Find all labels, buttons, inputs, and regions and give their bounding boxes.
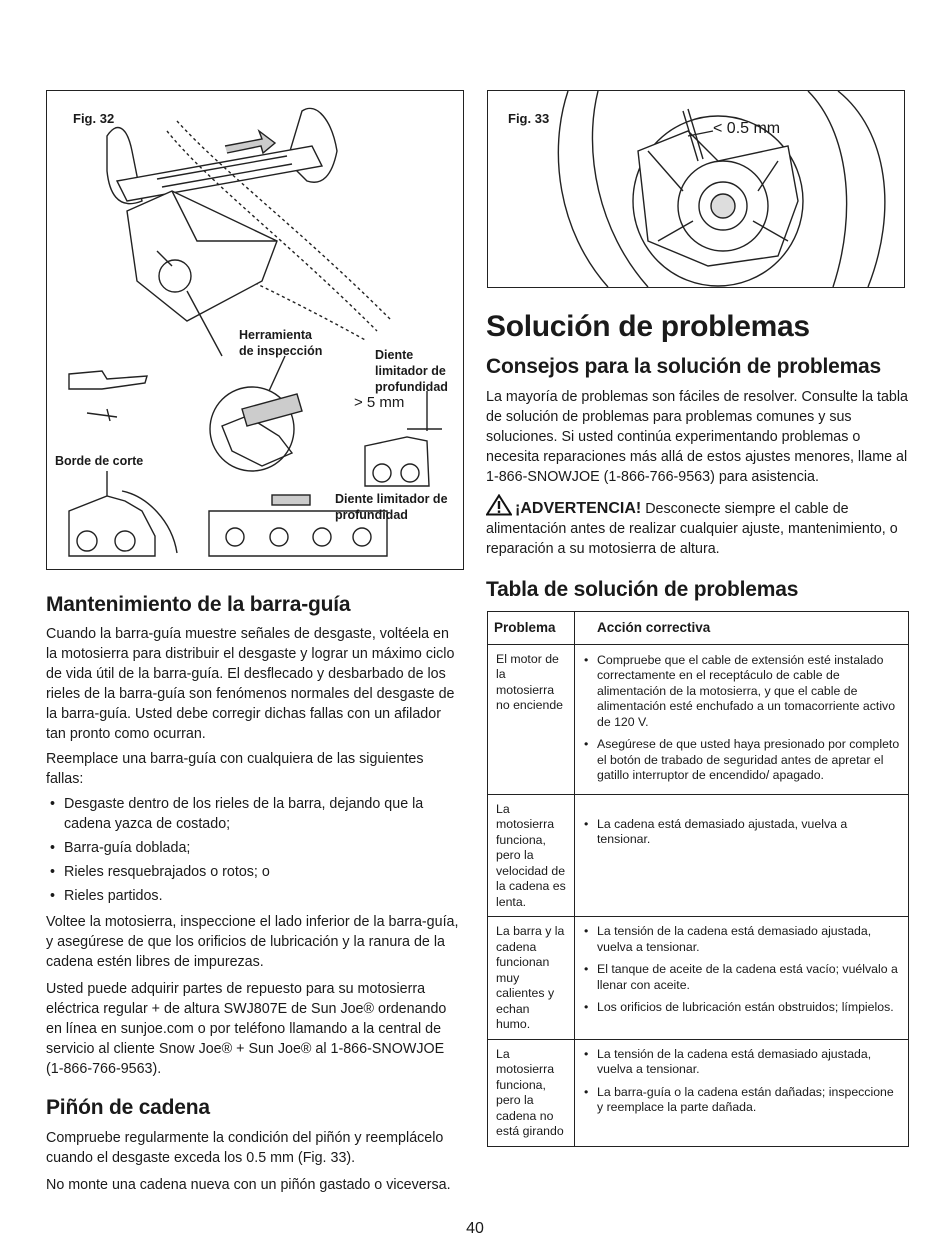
problem-cell: El motor de la motosierra no enciende [488, 644, 575, 794]
warning-triangle-icon [486, 494, 512, 516]
table-header-row [488, 612, 909, 645]
page-number: 40 [466, 1220, 484, 1237]
action-item: • La tensión de la cadena está demasiado ajustada, vuelva a tensionar. [583, 924, 900, 955]
callout-diente: Diente limitador de profundidad [375, 348, 448, 394]
warning-text: Desconecte siempre el cable de alimentación antes de realizar cualquier ajuste, mantenimiento, o reparación a su motosierra de altura. [486, 501, 898, 557]
heading-mantenimiento: Mantenimiento de la barra-guía [46, 593, 351, 616]
action-item: • Asegúrese de que usted haya presionado por completo el botón de trabado de seguridad antes de apretar el gatillo interruptor de encendido/ apagado. [583, 737, 900, 784]
paragraph: Reemplace una barra-guía con cualquiera de las siguientes fallas: [46, 751, 424, 787]
callout-herramienta: Herramienta de inspección [239, 328, 323, 358]
page-title: Solución de problemas [486, 310, 810, 343]
action-cell [575, 794, 909, 917]
action-item: • La barra-guía o la cadena están dañadas; inspeccione y reemplace la parte dañada. [583, 1085, 900, 1116]
column-header-problem: Problema [488, 612, 575, 645]
paragraph: Cuando la barra-guía muestre señales de desgaste, voltéela en la motosierra para distribuir el desgaste y lograr un máximo ciclo de vida útil de la barra-guía. El desflecado y desbarbado de los rieles de la barra-guía son fenómenos normales del desgaste de la barra-guía. Usted debe corregir dichas fallas con un afilador tan pronto como ocurran. [46, 626, 455, 742]
paragraph: Voltee la motosierra, inspeccione el lado inferior de la barra-guía, y asegúrese de que los orificios de lubricación y la ranura de la cadena estén libres de impurezas. [46, 914, 459, 970]
sprocket-illustration [488, 91, 904, 287]
table-row [488, 1039, 909, 1146]
heading-consejos: Consejos para la solución de problemas [486, 355, 882, 378]
problem-cell: La motosierra funciona, pero la velocidad de la cadena es lenta. [488, 794, 575, 917]
action-item: • Compruebe que el cable de extensión esté instalado correctamente en el receptáculo de cable de alimentación de la motosierra, y que el cable de alimentación esté enchufado a un tomacorriente activo de 120 V. [583, 653, 900, 731]
heading-tabla: Tabla de solución de problemas [486, 578, 799, 601]
paragraph: No monte una cadena nueva con un piñón gastado o viceversa. [46, 1177, 451, 1193]
heading-pinon: Piñón de cadena [46, 1096, 210, 1119]
failure-list [46, 794, 464, 910]
table-row [488, 794, 909, 917]
callout-lt05mm: < 0.5 mm [713, 120, 781, 137]
action-item: • El tanque de aceite de la cadena está vacío; vuélvalo a llenar con aceite. [583, 962, 900, 993]
troubleshooting-table [487, 611, 909, 1147]
paragraph: Usted puede adquirir partes de repuesto para su motosierra eléctrica regular + de altura SWJ807E de Sun Joe® ordenando en línea en sunjoe.com o por teléfono llamando a la central de servicio al cliente Snow Joe® + Sun Joe® al 1-866-SNOWJOE (1-866-766-9563). [46, 981, 447, 1077]
table-row [488, 917, 909, 1040]
figure-32 [46, 90, 464, 570]
table-row [488, 644, 909, 794]
callout-diente-2: Diente limitador de profundidad [335, 492, 448, 522]
action-cell [575, 1039, 909, 1146]
warning-label: ¡ADVERTENCIA! [515, 500, 642, 517]
list-item: • Barra-guía doblada; [46, 838, 464, 858]
action-cell [575, 917, 909, 1040]
paragraph: Compruebe regularmente la condición del piñón y reemplácelo cuando el desgaste exceda los 0.5 mm (Fig. 33). [46, 1130, 444, 1166]
paragraph-intro: La mayoría de problemas son fáciles de resolver. Consulte la tabla de solución de problemas para problemas comunes y sus soluciones. Si usted continúa experimentando problemas o necesita reparaciones más allá de estos ajustes menores, llame al 1-866-SNOWJOE (1-866-766-9563) para asistencia. [486, 389, 908, 485]
action-item: • Los orificios de lubricación están obstruidos; límpielos. [583, 1000, 900, 1016]
figure-label: Fig. 33 [508, 111, 550, 126]
column-header-action: Acción correctiva [575, 612, 909, 645]
figure-33 [487, 90, 905, 288]
action-cell [575, 644, 909, 794]
list-item: • Desgaste dentro de los rieles de la barra, dejando que la cadena yazca de costado; [46, 794, 464, 834]
problem-cell: La motosierra funciona, pero la cadena no está girando [488, 1039, 575, 1146]
problem-cell: La barra y la cadena funcionan muy calientes y echan humo. [488, 917, 575, 1040]
action-item: • La tensión de la cadena está demasiado ajustada, vuelva a tensionar. [583, 1047, 900, 1078]
callout-gt5mm: > 5 mm [354, 394, 405, 411]
list-item: • Rieles partidos. [46, 886, 464, 906]
warning-block [486, 494, 908, 559]
figure-label: Fig. 32 [73, 111, 115, 126]
callout-borde: Borde de corte [55, 454, 144, 468]
action-item: • La cadena está demasiado ajustada, vuelva a tensionar. [583, 817, 900, 848]
list-item: • Rieles resquebrajados o rotos; o [46, 862, 464, 882]
